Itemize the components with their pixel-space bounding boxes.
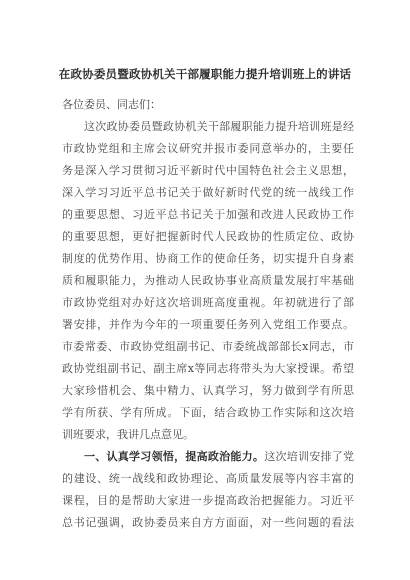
paragraph-line: 质和履职能力，为推动人民政协事业高质量发展打牢基础 bbox=[62, 274, 354, 287]
paragraph-line: 政协党组副书记、副主席x等同志将带头为大家授课。希望 bbox=[62, 362, 354, 375]
paragraph-line: 的重要思想，更好把握新时代人民政协的性质定位、政协 bbox=[62, 230, 354, 243]
paragraph-line: 课程，目的是帮助大家进一步提高政治把握能力。习近平 bbox=[62, 494, 354, 507]
salutation: 各位委员、同志们： bbox=[62, 98, 161, 111]
paragraph-line: 务是深入学习贯彻习近平新时代中国特色社会主义思想， bbox=[62, 164, 354, 177]
paragraph-line: 市政协党组对办好这次培训班高度重视。年初就进行了部 bbox=[62, 296, 354, 309]
paragraph-line: 的建设、统一战线和政协理论、高质量发展等内容丰富的 bbox=[62, 472, 354, 485]
paragraph-line: 大家珍惜机会、集中精力、认真学习，努力做到学有所思 bbox=[62, 384, 354, 397]
paragraph-line: 深入学习习近平总书记关于做好新时代党的统一战线工作 bbox=[62, 186, 354, 199]
paragraph-line: 训班要求，我讲几点意见。 bbox=[62, 428, 194, 441]
paragraph-line: 学有所获、学有所成。下面，结合政协工作实际和这次培 bbox=[62, 406, 354, 419]
paragraph-line: 市委常委、市政协党组副书记、市委统战部部长x同志，市 bbox=[62, 340, 354, 353]
section-heading: 一、认真学习领悟，提高政治能力。 bbox=[84, 450, 265, 463]
paragraph-line: 制度的优势作用、协商工作的使命任务，切实提升自身素 bbox=[62, 252, 354, 265]
document-title: 在政协委员暨政协机关干部履职能力提升培训班上的讲话 bbox=[58, 67, 352, 81]
paragraph-line: 的重要思想、习近平总书记关于加强和改进人民政协工作 bbox=[62, 208, 354, 221]
paragraph-line: 署安排，并作为今年的一项重要任务列入党组工作要点。 bbox=[62, 318, 354, 331]
section-first-line bbox=[84, 450, 354, 464]
paragraph-line: 这次政协委员暨政协机关干部履职能力提升培训班是经 bbox=[84, 120, 354, 133]
paragraph-line: 总书记强调，政协委员来自方方面面，对一些问题的看法 bbox=[62, 516, 354, 529]
section-line-text: 这次培训安排了党 bbox=[264, 450, 354, 463]
paragraph-line: 市政协党组和主席会议研究并报市委同意举办的，主要任 bbox=[62, 142, 354, 155]
